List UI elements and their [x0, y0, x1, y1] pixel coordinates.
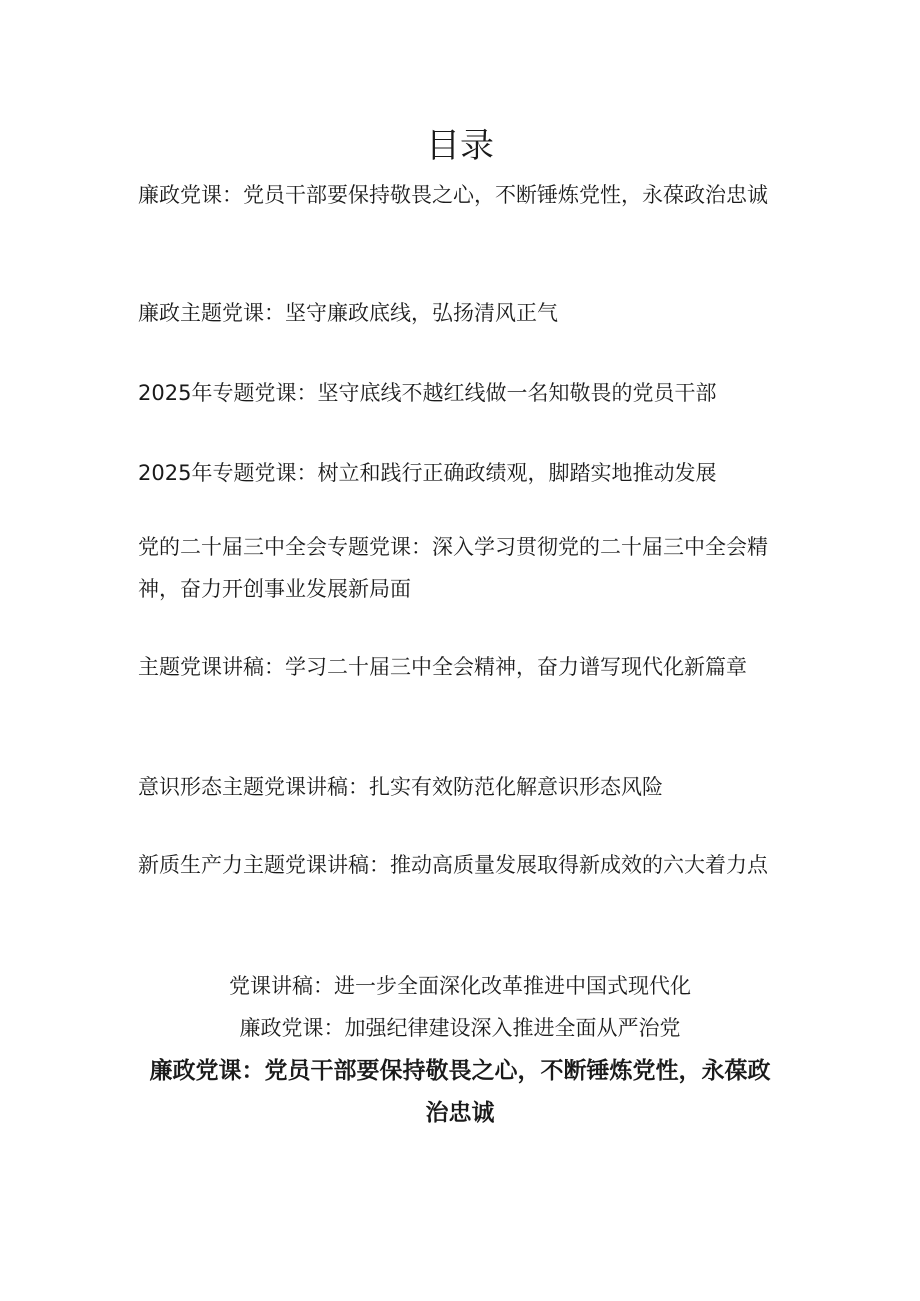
toc-entry: 意识形态主题党课讲稿：扎实有效防范化解意识形态风险 — [138, 775, 663, 799]
toc-entry: 2025年专题党课：树立和践行正确政绩观，脚踏实地推动发展 — [138, 461, 717, 485]
toc-entry: 新质生产力主题党课讲稿：推动高质量发展取得新成效的六大着力点 — [138, 853, 768, 877]
toc-entry: 廉政党课：党员干部要保持敬畏之心，不断锤炼党性，永葆政治忠诚 — [138, 183, 768, 207]
section-heading: 廉政党课：党员干部要保持敬畏之心，不断锤炼党性，永葆政治忠诚 — [149, 1058, 771, 1126]
toc-entry: 2025年专题党课：坚守底线不越红线做一名知敬畏的党员干部 — [138, 381, 717, 405]
toc-entry: 党的二十届三中全会专题党课：深入学习贯彻党的二十届三中全会精神，奋力开创事业发展新局面 — [138, 535, 768, 601]
toc-entry: 廉政主题党课：坚守廉政底线，弘扬清风正气 — [138, 301, 558, 325]
toc-title: 目录 — [426, 126, 494, 166]
toc-entry: 主题党课讲稿：学习二十届三中全会精神，奋力谱写现代化新篇章 — [138, 655, 747, 679]
toc-entry-centered: 廉政党课：加强纪律建设深入推进全面从严治党 — [239, 1016, 681, 1040]
toc-entry-centered: 党课讲稿：进一步全面深化改革推进中国式现代化 — [229, 974, 691, 998]
